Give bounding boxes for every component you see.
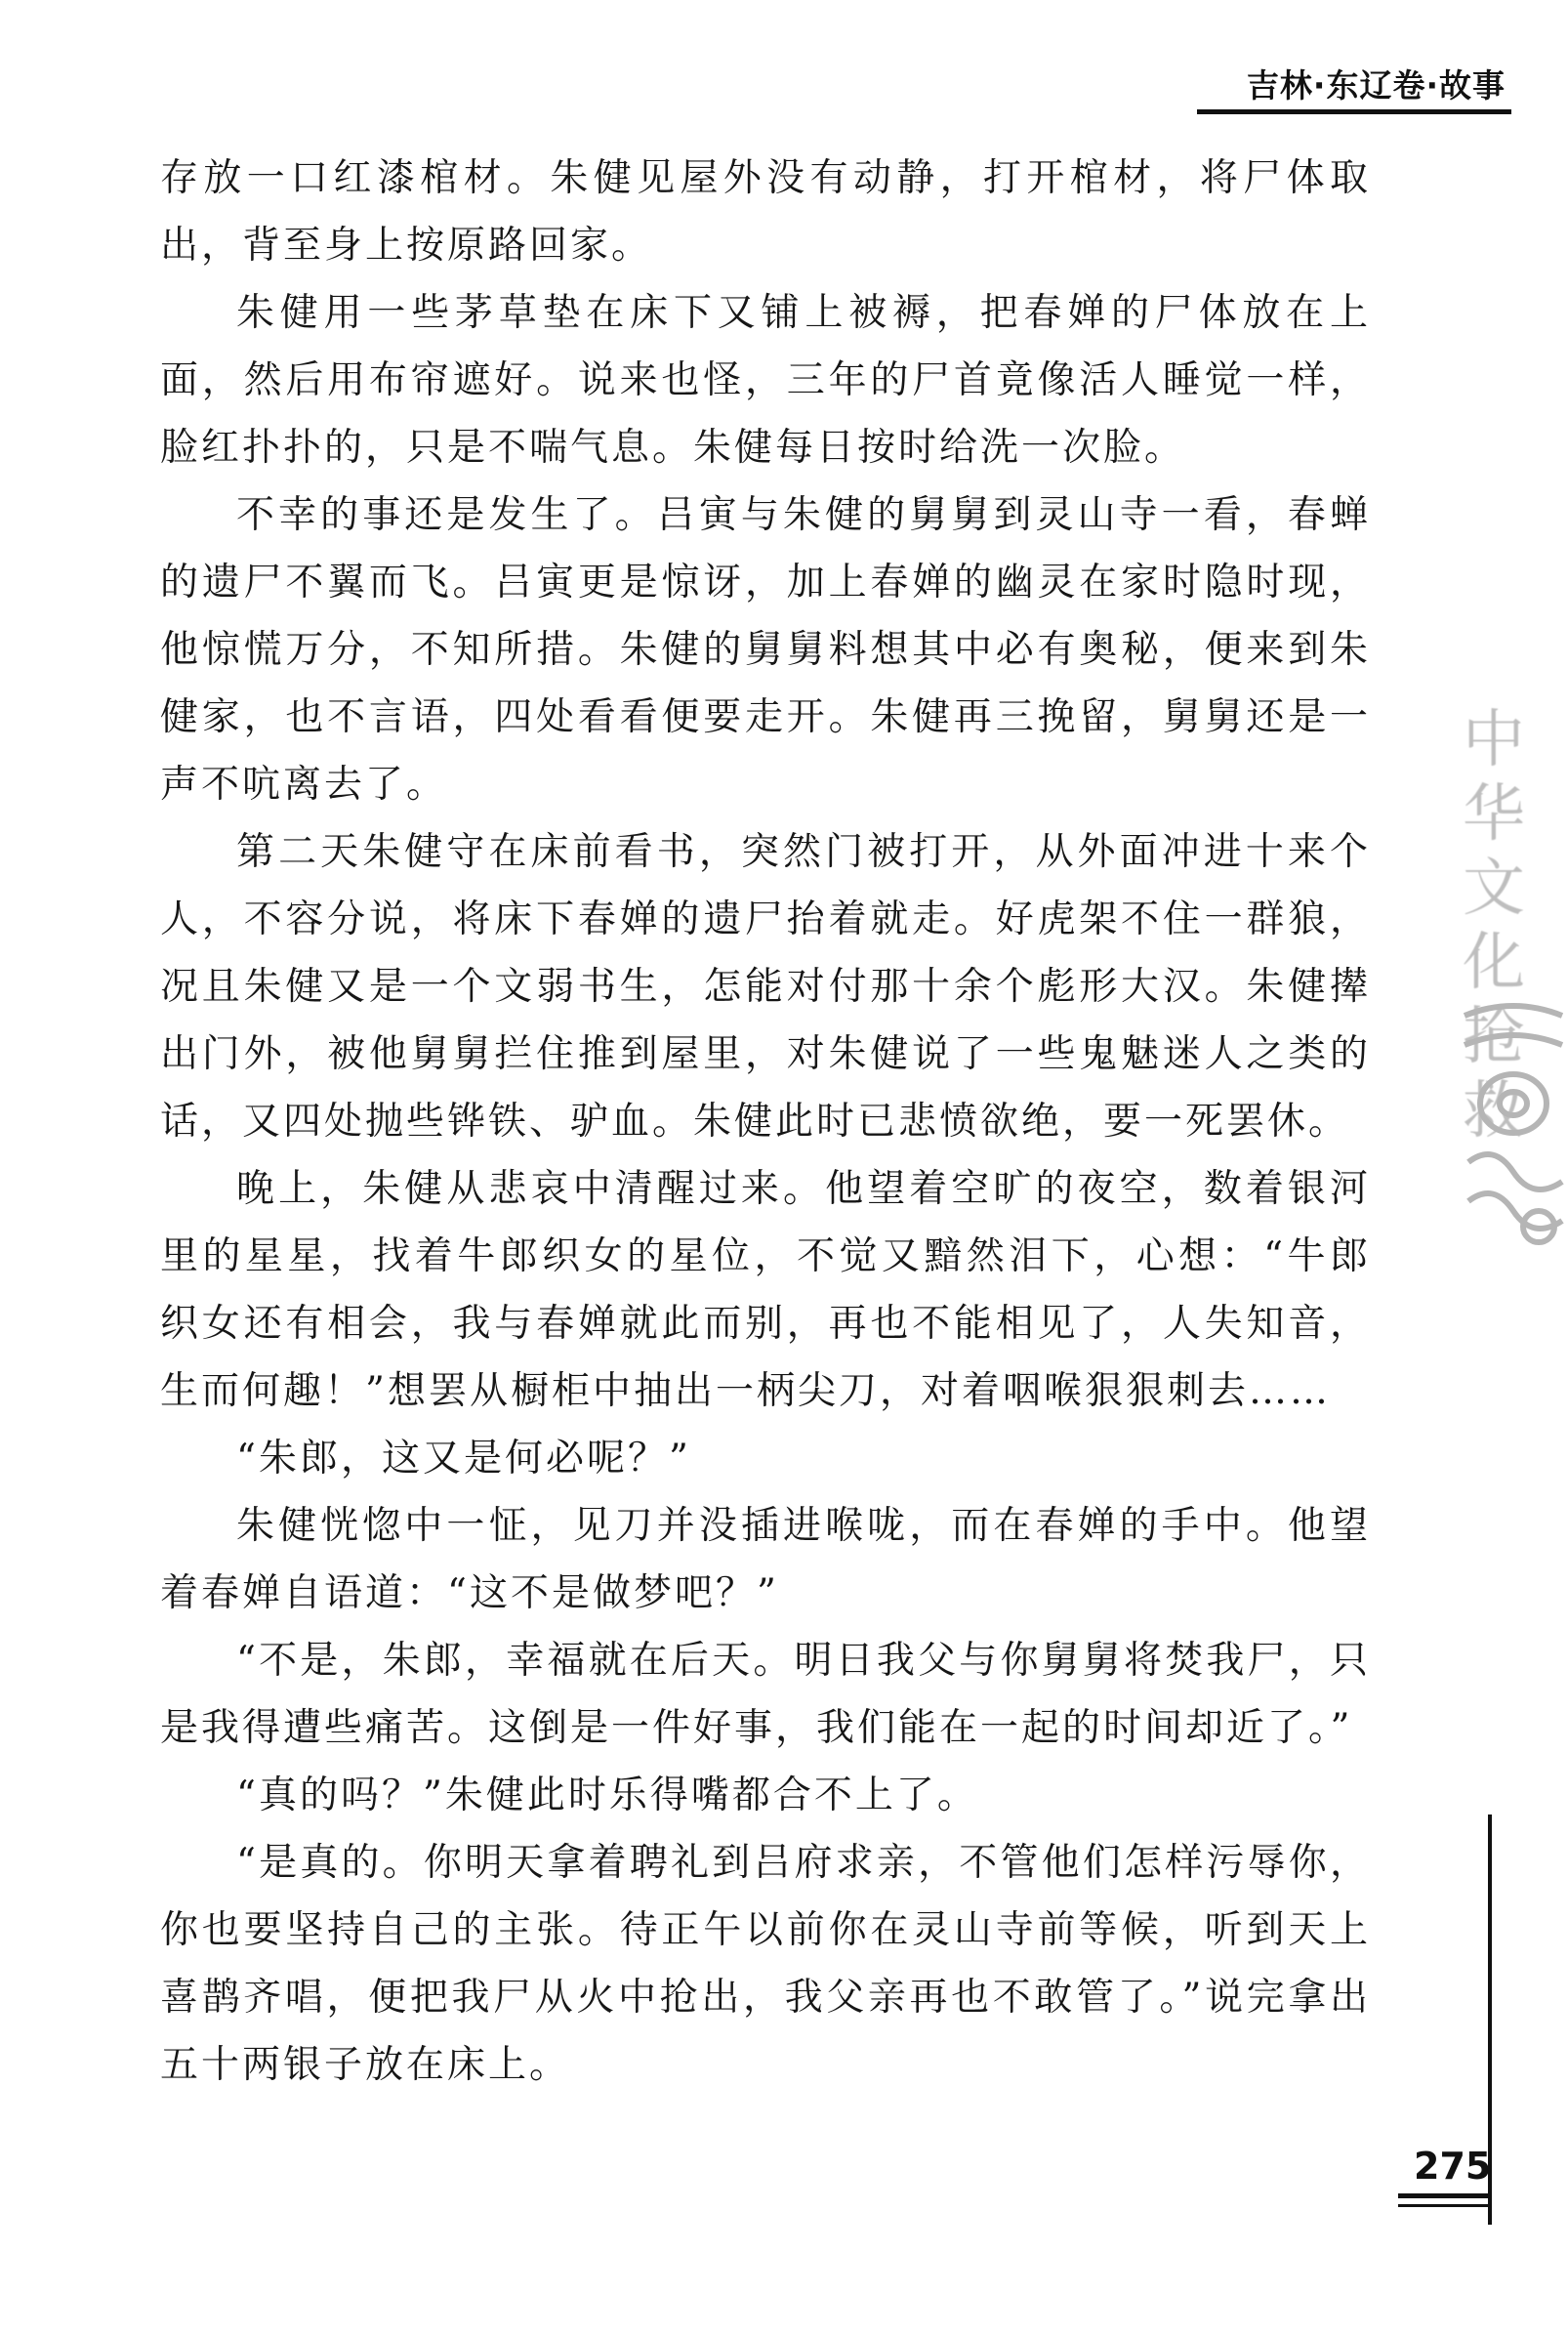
running-header-title: 吉林·东辽卷·故事 xyxy=(1246,66,1506,104)
paragraph: “朱郎，这又是何必呢？” xyxy=(236,1437,691,1481)
paragraph: “不是，朱郎，幸福就在后天。明日我父与你舅舅将焚我尸，只是我得遭些痛苦。这倒是一件好事，我们能在一起的时间却近了。” xyxy=(160,1639,1371,1750)
page-number: 275 xyxy=(1414,2145,1492,2188)
paragraph: 朱健用一些茅草垫在床下又铺上被褥，把春婵的尸体放在上面，然后用布帘遮好。说来也怪，三年的尸首竟像活人睡觉一样，脸红扑扑的，只是不喘气息。朱健每日按时给洗一次脸。 xyxy=(160,291,1371,470)
body-text xyxy=(160,145,1371,2099)
mask-ornament-icon xyxy=(1455,996,1568,1250)
paragraph: 不幸的事还是发生了。吕寅与朱健的舅舅到灵山寺一看，春蝉的遗尸不翼而飞。吕寅更是惊讶，加上春婵的幽灵在家时隐时现，他惊慌万分，不知所措。朱健的舅舅料想其中必有奥秘，便来到朱健家，也不言语，四处看看便要走开。朱健再三挽留，舅舅还是一声不吭离去了。 xyxy=(160,493,1371,807)
side-emblem-text: 中华文化抢救 xyxy=(1463,704,1525,1147)
paragraph: 存放一口红漆棺材。朱健见屋外没有动静，打开棺材，将尸体取出，背至身上按原路回家。 xyxy=(160,156,1371,268)
paragraph: 朱健恍惚中一怔，见刀并没插进喉咙，而在春婵的手中。他望着春婵自语道：“这不是做梦吧？” xyxy=(160,1504,1371,1615)
side-emblem xyxy=(1455,703,1568,1250)
paragraph: 晚上，朱健从悲哀中清醒过来。他望着空旷的夜空，数着银河里的星星，找着牛郎织女的星位，不觉又黯然泪下，心想：“牛郎织女还有相会，我与春婵就此而别，再也不能相见了，人失知音，生而何趣！”想罢从橱柜中抽出一柄尖刀，对着咽喉狠狠刺去…… xyxy=(160,1167,1371,1413)
header-rule xyxy=(1197,109,1511,114)
page-number-rules xyxy=(1398,2193,1492,2213)
paragraph: 第二天朱健守在床前看书，突然门被打开，从外面冲进十来个人，不容分说，将床下春婵的遗尸抬着就走。好虎架不住一群狼，况且朱健又是一个文弱书生，怎能对付那十余个彪形大汉。朱健撵出门外，被他舅舅拦住推到屋里，对朱健说了一些鬼魅迷人之类的话，又四处抛些铧铁、驴血。朱健此时已悲愤欲绝，要一死罢休。 xyxy=(160,830,1371,1144)
paragraph: “是真的。你明天拿着聘礼到吕府求亲，不管他们怎样污辱你，你也要坚持自己的主张。待正午以前你在灵山寺前等候，听到天上喜鹊齐唱，便把我尸从火中抢出，我父亲再也不敢管了。”说完拿出五十两银子放在床上。 xyxy=(160,1841,1371,2087)
paragraph: “真的吗？”朱健此时乐得嘴都合不上了。 xyxy=(236,1773,978,1817)
